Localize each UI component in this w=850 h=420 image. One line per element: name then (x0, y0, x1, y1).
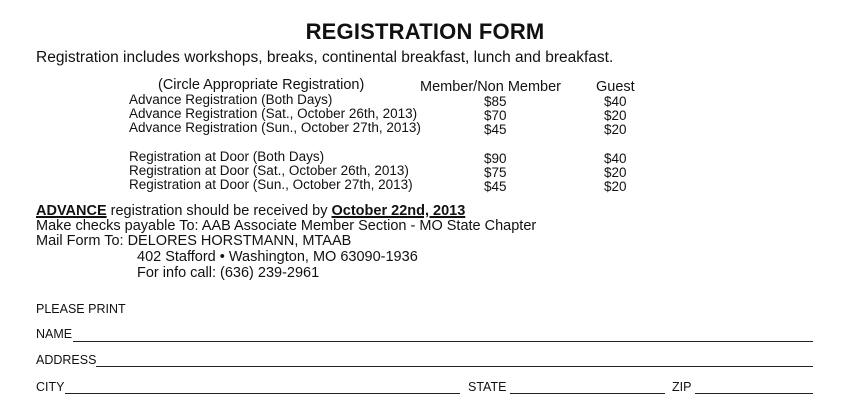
name-field[interactable] (73, 341, 813, 342)
advance-row-2-member: $70 (484, 108, 507, 123)
checks-payable-text: Make checks payable To: AAB Associate Member Section - MO State Chapter (36, 218, 537, 234)
deadline-middle-text: registration should be received by (106, 203, 332, 219)
door-row-3-guest: $20 (604, 179, 627, 194)
mailing-address: 402 Stafford • Washington, MO 63090-1936 (137, 249, 418, 265)
door-row-2-guest: $20 (604, 165, 627, 180)
header-option: (Circle Appropriate Registration) (158, 77, 365, 93)
door-row-1-guest: $40 (604, 151, 627, 166)
door-row-3-member: $45 (484, 179, 507, 194)
city-label: CITY (36, 380, 65, 394)
header-member: Member/Non Member (420, 79, 562, 95)
advance-row-3-member: $45 (484, 122, 507, 137)
deadline-date: October 22nd, 2013 (331, 203, 466, 219)
city-field[interactable] (65, 393, 460, 394)
mail-to-text: Mail Form To: DELORES HORSTMANN, MTAAB (36, 233, 352, 249)
door-row-1-member: $90 (484, 151, 507, 166)
advance-row-1-guest: $40 (604, 94, 627, 109)
zip-label: ZIP (672, 380, 692, 394)
advance-row-3-guest: $20 (604, 122, 627, 137)
zip-field[interactable] (695, 393, 813, 394)
advance-row-1-option: Advance Registration (Both Days) (129, 92, 333, 107)
please-print-label: PLEASE PRINT (36, 302, 126, 316)
info-phone: For info call: (636) 239-2961 (137, 265, 320, 281)
address-field[interactable] (96, 366, 813, 367)
deadline-notice (36, 203, 465, 219)
intro-text: Registration includes workshops, breaks, continental breakfast, lunch and breakfast. (36, 49, 614, 66)
door-row-1-option: Registration at Door (Both Days) (129, 149, 325, 164)
deadline-advance-word: ADVANCE (36, 203, 107, 219)
address-label: ADDRESS (36, 353, 97, 367)
advance-row-3-option: Advance Registration (Sun., October 27th, 2013) (129, 120, 421, 135)
door-row-3-option: Registration at Door (Sun., October 27th, 2013) (129, 177, 413, 192)
state-field[interactable] (510, 393, 665, 394)
advance-row-2-option: Advance Registration (Sat., October 26th, 2013) (129, 106, 418, 121)
advance-row-2-guest: $20 (604, 108, 627, 123)
name-label: NAME (36, 327, 73, 341)
door-row-2-member: $75 (484, 165, 507, 180)
advance-row-1-member: $85 (484, 94, 507, 109)
header-guest: Guest (596, 79, 635, 95)
state-label: STATE (468, 380, 507, 394)
form-title: REGISTRATION FORM (305, 19, 545, 44)
door-row-2-option: Registration at Door (Sat., October 26th, 2013) (129, 163, 409, 178)
